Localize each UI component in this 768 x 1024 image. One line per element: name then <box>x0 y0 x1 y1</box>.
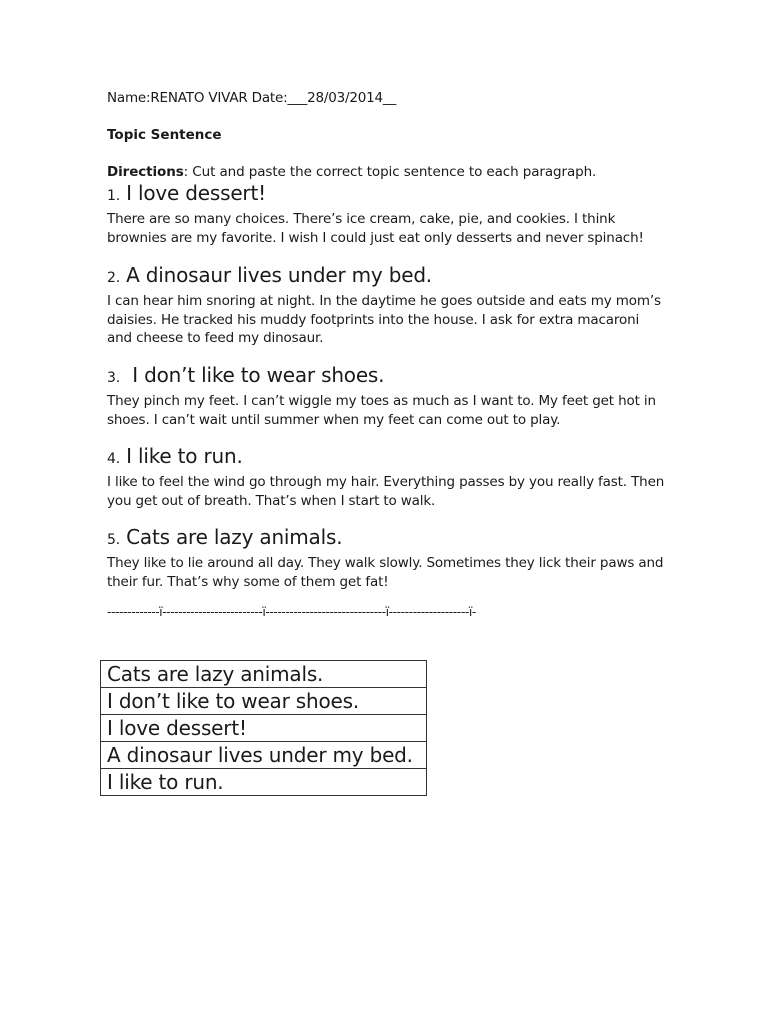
directions-label: Directions <box>107 164 184 180</box>
paragraph-5 <box>107 525 667 591</box>
table-row <box>101 742 427 769</box>
paragraph-number: 1. <box>107 188 120 204</box>
paragraph-heading <box>107 263 667 290</box>
topic-sentence: A dinosaur lives under my bed. <box>126 263 432 287</box>
paragraph-body: I like to feel the wind go through my hair. Everything passes by you really fast. Then you get out of breath. That’s when I start to walk. <box>107 474 665 509</box>
paragraph-body: There are so many choices. There’s ice cream, cake, pie, and cookies. I think brownies are my favorite. I wish I could just eat only desserts and never spinach! <box>107 211 644 246</box>
paragraph-2 <box>107 263 667 348</box>
paragraph-number: 2. <box>107 270 120 286</box>
cutout-sentence: A dinosaur lives under my bed. <box>101 742 427 769</box>
topic-sentence: I like to run. <box>126 444 243 468</box>
paragraph-number: 4. <box>107 451 120 467</box>
paragraph-heading <box>107 525 667 552</box>
page-title: Topic Sentence <box>107 127 222 143</box>
table-row <box>101 715 427 742</box>
paragraph-4 <box>107 444 667 510</box>
paragraph-number: 3. <box>107 370 120 386</box>
paragraph-heading <box>107 181 667 208</box>
topic-sentence: I don’t like to wear shoes. <box>132 363 385 387</box>
topic-sentence: I love dessert! <box>126 181 266 205</box>
cut-line: -------------ï-------------------------ï------------------------------ï--------------------ï- <box>107 604 476 619</box>
paragraph-body: I can hear him snoring at night. In the daytime he goes outside and eats my mom’s daisies. He tracked his muddy footprints into the house. I ask for extra macaroni and cheese to feed my dinosaur. <box>107 293 661 346</box>
cutout-sentences-table <box>100 660 427 796</box>
paragraph-number: 5. <box>107 532 120 548</box>
paragraph-body: They pinch my feet. I can’t wiggle my toes as much as I want to. My feet get hot in shoes. I can’t wait until summer when my feet can come out to play. <box>107 393 656 428</box>
table-row <box>101 688 427 715</box>
paragraph-heading <box>107 363 667 390</box>
table-row <box>101 661 427 688</box>
cutout-sentence: I don’t like to wear shoes. <box>101 688 427 715</box>
paragraph-1 <box>107 181 667 247</box>
paragraph-heading <box>107 444 667 471</box>
paragraph-3 <box>107 363 667 429</box>
table-row <box>101 769 427 796</box>
cutout-sentence: Cats are lazy animals. <box>101 661 427 688</box>
cutout-sentence: I love dessert! <box>101 715 427 742</box>
cutout-sentence: I like to run. <box>101 769 427 796</box>
topic-sentence: Cats are lazy animals. <box>126 525 343 549</box>
directions-text: : Cut and paste the correct topic sentence to each paragraph. <box>183 164 597 180</box>
name-date-line: Name:RENATO VIVAR Date:___28/03/2014__ <box>107 90 397 106</box>
paragraph-body: They like to lie around all day. They walk slowly. Sometimes they lick their paws and their fur. That’s why some of them get fat! <box>107 555 664 590</box>
directions <box>107 164 596 180</box>
